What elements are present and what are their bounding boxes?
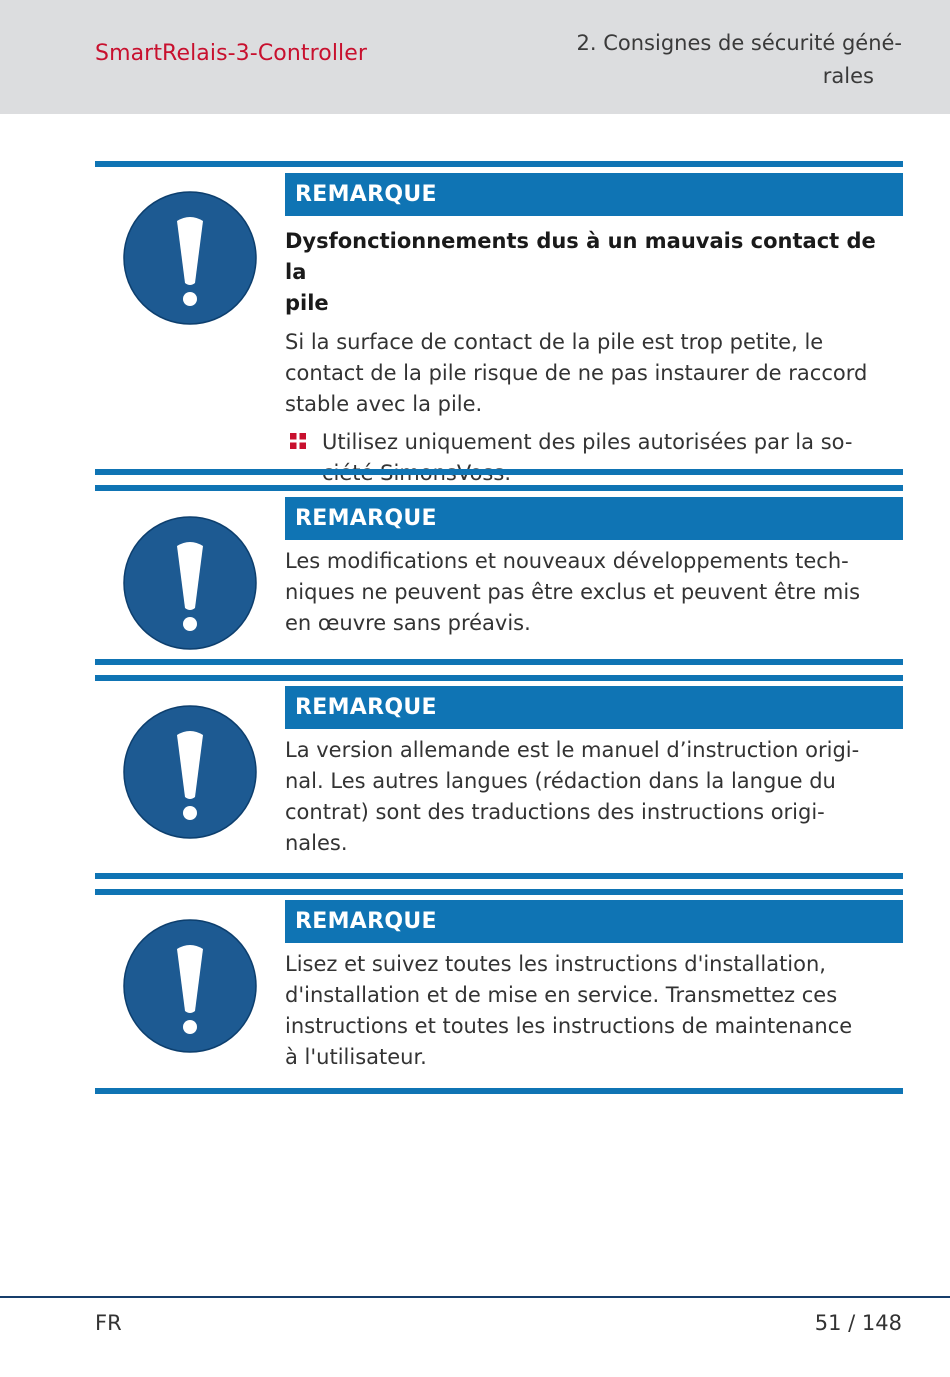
note-label: REMARQUE <box>285 900 903 943</box>
exclamation-mark-icon <box>123 705 257 839</box>
footer-language: FR <box>95 1311 122 1335</box>
page-number: 51 / 148 <box>814 1311 902 1335</box>
note-bottom-bar <box>95 469 903 475</box>
note-top-bar <box>95 161 903 167</box>
note-text-line: Lisez et suivez toutes les instructions d'installation, <box>285 952 826 976</box>
exclamation-mark-icon <box>123 919 257 1053</box>
bullet-squares-icon <box>290 433 306 449</box>
exclamation-mark-icon <box>123 191 257 325</box>
note-top-bar <box>95 675 903 681</box>
note-top-bar <box>95 485 903 491</box>
note-label: REMARQUE <box>285 686 903 729</box>
note-bottom-bar <box>95 659 903 665</box>
page-header <box>0 0 950 114</box>
note-text-line: instructions et toutes les instructions de maintenance <box>285 1014 853 1038</box>
note-text <box>285 949 903 1073</box>
note-installation-instructions <box>95 889 903 1095</box>
note-text <box>285 735 903 859</box>
product-name: SmartRelais-3-Controller <box>95 41 368 66</box>
note-battery-contact <box>95 161 903 477</box>
note-modifications <box>95 485 903 667</box>
note-label: REMARQUE <box>285 173 903 216</box>
note-text-line: à l'utilisateur. <box>285 1045 427 1069</box>
note-text-line: stable avec la pile. <box>285 392 483 416</box>
note-title <box>285 226 903 319</box>
note-text <box>285 546 903 639</box>
note-text-line: Les modifications et nouveaux développements tech- <box>285 549 849 573</box>
note-text-line: nales. <box>285 831 348 855</box>
note-bottom-bar <box>95 873 903 879</box>
note-text-line: La version allemande est le manuel d’instruction origi- <box>285 738 860 762</box>
note-text-line: en œuvre sans préavis. <box>285 611 531 635</box>
chapter-title-line: 2. Consignes de sécurité géné- <box>576 31 902 55</box>
note-text-line: niques ne peuvent pas être exclus et peuvent être mis <box>285 580 861 604</box>
note-text-line: d'installation et de mise en service. Transmettez ces <box>285 983 838 1007</box>
chapter-title-line: rales <box>822 64 874 88</box>
chapter-title <box>542 27 902 93</box>
note-top-bar <box>95 889 903 895</box>
note-title-line: pile <box>285 291 329 315</box>
note-text-line: nal. Les autres langues (rédaction dans la langue du <box>285 769 836 793</box>
note-original-language <box>95 675 903 881</box>
note-bottom-bar <box>95 1088 903 1094</box>
note-text-line: contrat) sont des traductions des instructions origi- <box>285 800 825 824</box>
note-text-line: Si la surface de contact de la pile est trop petite, le <box>285 330 824 354</box>
note-bullet-line: Utilisez uniquement des piles autorisées par la so- <box>322 430 853 454</box>
note-text <box>285 327 903 420</box>
note-label: REMARQUE <box>285 497 903 540</box>
footer-divider <box>0 1296 950 1298</box>
note-bullet-item <box>285 427 903 489</box>
exclamation-mark-icon <box>123 516 257 650</box>
note-text-line: contact de la pile risque de ne pas instaurer de raccord <box>285 361 868 385</box>
note-title-line: Dysfonctionnements dus à un mauvais contact de la <box>285 229 876 284</box>
